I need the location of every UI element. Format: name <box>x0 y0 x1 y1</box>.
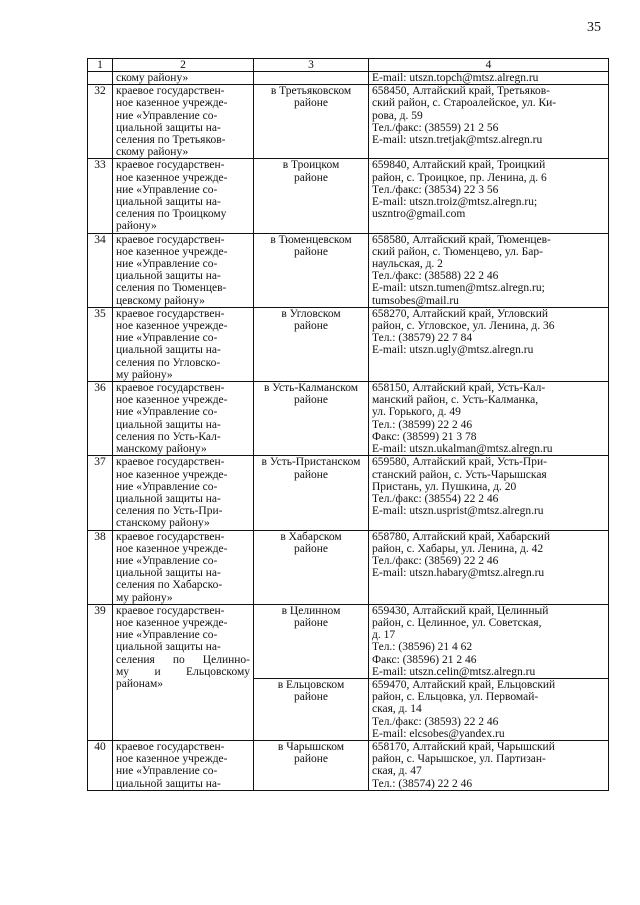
institution-name-line: ние «Управление со- <box>116 765 218 778</box>
contact-line: Тел./факс: (38559) 21 2 56 <box>372 121 499 134</box>
contact-line: Факс: (38596) 21 2 46 <box>372 653 477 666</box>
institution-name-line: ние «Управление со- <box>116 258 218 271</box>
contact-line: район, с. Ельцовка, ул. Первомай- <box>372 691 539 704</box>
header-cell: 4 <box>369 59 609 72</box>
contact-line: Тел.: (38579) 22 7 84 <box>372 332 473 345</box>
table-row <box>88 307 609 381</box>
district-cell <box>254 85 369 159</box>
institution-name-line: ное казенное учрежде- <box>116 542 228 555</box>
contact-line: район, с. Угловское, ул. Ленина, д. 36 <box>372 320 555 333</box>
contact-line: 659840, Алтайский край, Троицкий <box>372 159 546 172</box>
institution-name-line: ние «Управление со- <box>116 629 218 642</box>
table-row <box>88 740 609 790</box>
institution-name-line: ное казенное учрежде- <box>116 320 228 333</box>
contact-line: Тел.: (38596) 21 4 62 <box>372 641 473 654</box>
district-line: в Чарышском <box>277 740 345 753</box>
contacts-cell <box>369 85 609 159</box>
institution-name-cell <box>113 530 254 604</box>
contact-line: E-mail: utszn.tumen@mtsz.alregn.ru; <box>372 282 545 295</box>
district-line: в Третьяковском <box>270 85 352 98</box>
institution-name-line: ние «Управление со- <box>116 183 218 196</box>
contact-line: E-mail: utszn.usprist@mtsz.alregn.ru <box>372 505 544 518</box>
district-line: в Целинном <box>281 604 341 617</box>
row-number: 40 <box>88 740 113 790</box>
row-number: 39 <box>88 604 113 740</box>
institution-name-line: ное казенное учрежде- <box>116 97 228 110</box>
institution-name-cell <box>113 233 254 307</box>
district-line: районе <box>293 468 329 481</box>
contact-line: 658780, Алтайский край, Хабарский <box>372 530 551 543</box>
institution-name-line: ное казенное учрежде- <box>116 171 228 184</box>
district-cell <box>254 307 369 381</box>
contact-line: Тел./факс: (38534) 22 3 56 <box>372 183 499 196</box>
institution-name-line: циальной защиты на- <box>116 567 221 580</box>
row-number: 33 <box>88 159 113 233</box>
institution-name-line: селения по Целинно- <box>116 653 250 666</box>
row-number: 36 <box>88 382 113 456</box>
district-line: в Тюменцевском <box>270 233 352 246</box>
header-cell: 3 <box>254 59 369 72</box>
institution-name-line: циальной защиты на- <box>116 777 221 790</box>
institution-name-line: ние «Управление со- <box>116 332 218 345</box>
institution-name-cell <box>113 85 254 159</box>
contact-line: ский район, с. Тюменцево, ул. Бар- <box>372 245 543 258</box>
district-line: районе <box>293 753 329 766</box>
contacts-cell <box>369 740 609 790</box>
contact-line: 659580, Алтайский край, Усть-При- <box>372 456 547 469</box>
contact-line: E-mail: elcsobes@yandex.ru <box>372 727 505 740</box>
contact-line: tumsobes@mail.ru <box>372 294 459 307</box>
districts-table <box>87 58 609 791</box>
contacts-cell <box>369 72 609 85</box>
contact-line: Тел./факс: (38593) 22 2 46 <box>372 715 499 728</box>
district-line: районе <box>293 616 329 629</box>
district-cell <box>254 382 369 456</box>
page-number: 35 <box>587 20 601 35</box>
contact-line: E-mail: utszn.habary@mtsz.alregn.ru <box>372 567 545 580</box>
district-cell <box>254 604 369 678</box>
institution-name-line: циальной защиты на- <box>116 641 221 654</box>
institution-name-line: манскому району» <box>116 443 207 456</box>
district-line: в Усть-Пристанском <box>261 456 361 469</box>
contact-line: Пристань, ул. Пушкина, д. 20 <box>372 480 517 493</box>
contacts-cell <box>369 307 609 381</box>
institution-name-line: краевое государствен- <box>116 740 225 753</box>
contact-line: 658270, Алтайский край, Угловский <box>372 307 549 320</box>
contacts-cell <box>369 604 609 678</box>
district-cell <box>254 456 369 530</box>
district-line: районе <box>293 542 329 555</box>
contacts-cell <box>369 456 609 530</box>
contact-line: наульская, д. 2 <box>372 258 443 271</box>
institution-name-line: цевскому району» <box>116 294 205 307</box>
contact-line: рова, д. 59 <box>372 109 423 122</box>
institution-name-line: циальной защиты на- <box>116 344 221 357</box>
table-row <box>88 159 609 233</box>
contact-line: 658150, Алтайский край, Усть-Кал- <box>372 382 546 395</box>
district-line: районе <box>293 97 329 110</box>
contact-line: станский район, с. Усть-Чарышская <box>372 468 547 481</box>
table-row <box>88 530 609 604</box>
row-number: 32 <box>88 85 113 159</box>
row-number: 34 <box>88 233 113 307</box>
district-cell <box>254 233 369 307</box>
institution-name-cell <box>113 382 254 456</box>
institution-name-line: селения по Усть-Кал- <box>116 430 221 443</box>
institution-name-line: скому району» <box>116 72 189 84</box>
institution-name-line: краевое государствен- <box>116 382 225 395</box>
institution-name-cell <box>113 604 254 740</box>
institution-name-cell <box>113 307 254 381</box>
institution-name-line: району» <box>116 220 157 233</box>
contact-line: район, с. Чарышское, ул. Партизан- <box>372 753 546 766</box>
contact-line: ул. Горького, д. 49 <box>372 406 461 419</box>
district-line: районе <box>293 245 329 258</box>
institution-name-line: селения по Угловско- <box>116 356 221 369</box>
institution-name-line: ние «Управление со- <box>116 406 218 419</box>
district-line: районе <box>293 691 329 704</box>
institution-name-cell <box>113 72 254 85</box>
contact-line: Тел./факс: (38569) 22 2 46 <box>372 554 499 567</box>
table-row <box>88 233 609 307</box>
contact-line: 659430, Алтайский край, Целинный <box>372 604 549 617</box>
institution-name-line: селения по Третьяков- <box>116 134 226 147</box>
contact-line: E-mail: utszn.ukalman@mtsz.alregn.ru <box>372 443 553 456</box>
contacts-cell <box>369 530 609 604</box>
row-number: 35 <box>88 307 113 381</box>
institution-name-line: селения по Хабарско- <box>116 579 223 592</box>
contact-line: Тел./факс: (38588) 22 2 46 <box>372 270 499 283</box>
contacts-cell <box>369 382 609 456</box>
contact-line: E-mail: utszn.celin@mtsz.alregn.ru <box>372 665 536 678</box>
institution-name-line: краевое государствен- <box>116 85 225 98</box>
institution-name-line: циальной защиты на- <box>116 196 221 209</box>
institution-name-line: селения по Троицкому <box>116 208 227 221</box>
district-line: в Ельцовском <box>277 678 345 691</box>
district-cell <box>254 678 369 740</box>
institution-name-line: краевое государствен- <box>116 604 225 617</box>
district-line: в Хабарском <box>280 530 342 543</box>
institution-name-line: ние «Управление со- <box>116 554 218 567</box>
institution-name-cell <box>113 740 254 790</box>
table-row <box>88 604 609 678</box>
table-row <box>88 72 609 85</box>
institution-name-line: скому району» <box>116 146 189 159</box>
institution-name-line: ное казенное учрежде- <box>116 753 228 766</box>
contact-line: д. 17 <box>372 629 396 642</box>
contact-line: Тел.: (38599) 22 2 46 <box>372 418 473 431</box>
institution-name-line: селения по Усть-При- <box>116 505 223 518</box>
contact-line: ский район, с. Староалейское, ул. Ки- <box>372 97 557 110</box>
district-cell <box>254 740 369 790</box>
district-line: в Усть-Калманском <box>263 382 359 395</box>
district-line: в Угловском <box>281 307 341 320</box>
row-number <box>88 72 113 85</box>
header-cell: 2 <box>113 59 254 72</box>
institution-name-line: селения по Тюменцев- <box>116 282 227 295</box>
district-cell <box>254 72 369 85</box>
institution-name-line: ное казенное учрежде- <box>116 245 228 258</box>
contacts-cell <box>369 233 609 307</box>
district-cell <box>254 159 369 233</box>
district-line: районе <box>293 394 329 407</box>
institution-name-line: циальной защиты на- <box>116 121 221 134</box>
table-row <box>88 456 609 530</box>
contact-line: uszntro@gmail.com <box>372 208 466 221</box>
institution-name-line: ние «Управление со- <box>116 480 218 493</box>
contact-line: E-mail: utszn.troiz@mtsz.alregn.ru; <box>372 196 538 209</box>
contact-line: район, с. Целинное, ул. Советская, <box>372 616 542 629</box>
contact-line: Тел.: (38574) 22 2 46 <box>372 777 473 790</box>
institution-name-line: циальной защиты на- <box>116 418 221 431</box>
institution-name-line: ное казенное учрежде- <box>116 468 228 481</box>
row-number: 38 <box>88 530 113 604</box>
institution-name-line: краевое государствен- <box>116 159 225 172</box>
institution-name-line: краевое государствен- <box>116 307 225 320</box>
institution-name-line: циальной защиты на- <box>116 270 221 283</box>
contact-line: E-mail: utszn.ugly@mtsz.alregn.ru <box>372 344 534 357</box>
contact-line: E-mail: utszn.tretjak@mtsz.alregn.ru <box>372 134 543 147</box>
contact-line: Факс: (38599) 21 3 78 <box>372 430 477 443</box>
row-number: 37 <box>88 456 113 530</box>
institution-name-cell <box>113 456 254 530</box>
table-body <box>88 72 609 791</box>
institution-name-line: районам» <box>116 677 164 690</box>
institution-name-line: ние «Управление со- <box>116 109 218 122</box>
contact-line: 658170, Алтайский край, Чарышский <box>372 740 555 753</box>
contacts-cell <box>369 678 609 740</box>
institution-name-line: краевое государствен- <box>116 233 225 246</box>
table-row <box>88 382 609 456</box>
contact-line: ская, д. 14 <box>372 703 422 716</box>
institution-name-line: му району» <box>116 368 173 381</box>
contact-line: 658450, Алтайский край, Третьяков- <box>372 85 550 98</box>
contact-line: E-mail: utszn.topch@mtsz.alregn.ru <box>372 72 539 84</box>
institution-name-cell <box>113 159 254 233</box>
institution-name-line: му и Ельцовскому <box>116 665 250 678</box>
institution-name-line: ное казенное учрежде- <box>116 394 228 407</box>
district-line: районе <box>293 171 329 184</box>
contact-line: район, с. Хабары, ул. Ленина, д. 42 <box>372 542 544 555</box>
institution-name-line: ное казенное учрежде- <box>116 616 228 629</box>
district-cell <box>254 530 369 604</box>
institution-name-line: краевое государствен- <box>116 530 225 543</box>
table-header-row <box>88 59 609 72</box>
header-cell: 1 <box>88 59 113 72</box>
institution-name-line: му району» <box>116 591 173 604</box>
institution-name-line: станскому району» <box>116 517 210 530</box>
contact-line: 659470, Алтайский край, Ельцовский <box>372 678 556 691</box>
contact-line: манский район, с. Усть-Калманка, <box>372 394 539 407</box>
contact-line: район, с. Троицкое, пр. Ленина, д. 6 <box>372 171 547 184</box>
contact-line: ская, д. 47 <box>372 765 422 778</box>
contact-line: Тел./факс: (38554) 22 2 46 <box>372 492 499 505</box>
table-row <box>88 85 609 159</box>
contacts-cell <box>369 159 609 233</box>
district-line: в Троицком <box>282 159 340 172</box>
institution-name-line: циальной защиты на- <box>116 492 221 505</box>
district-line: районе <box>293 320 329 333</box>
contact-line: 658580, Алтайский край, Тюменцев- <box>372 233 551 246</box>
institution-name-line: краевое государствен- <box>116 456 225 469</box>
